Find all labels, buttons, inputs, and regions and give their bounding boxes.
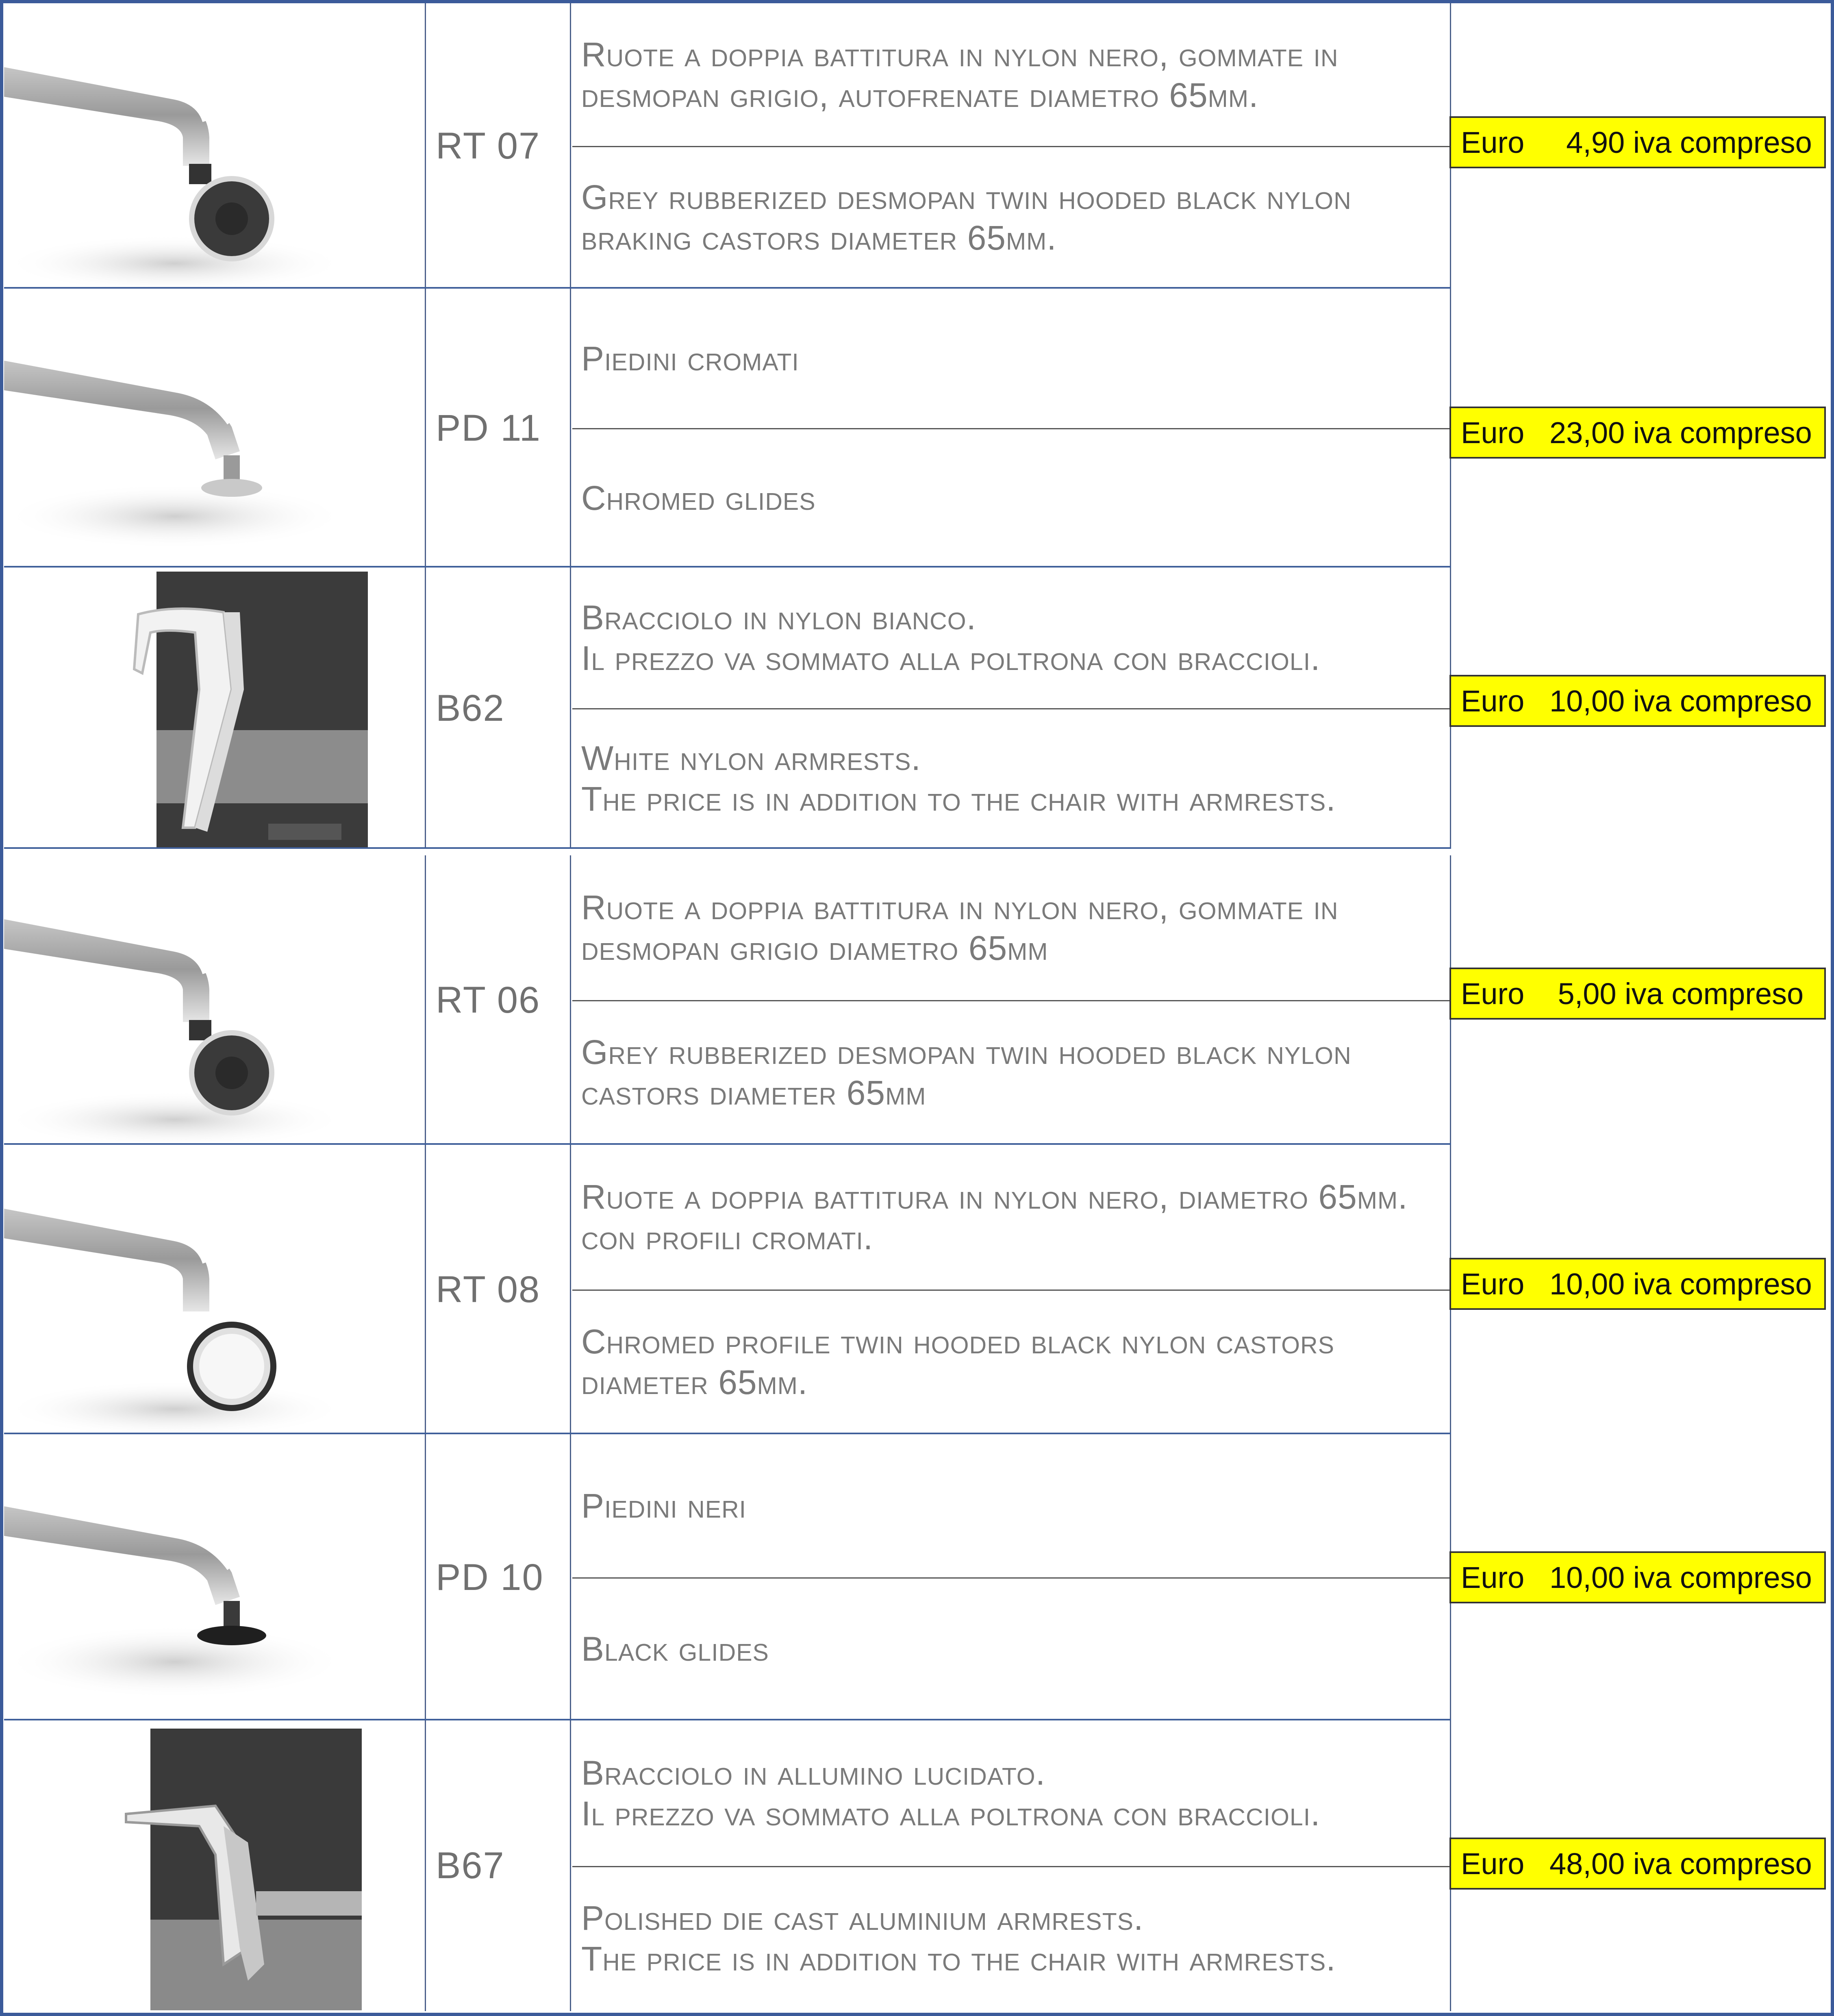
description-cell — [572, 1145, 1451, 1434]
description-english: Chromed glides — [581, 478, 816, 517]
description-english: Chromed profile twin hooded black nylon castors diameter 65mm. — [581, 1322, 1334, 1401]
armrest-image — [4, 568, 426, 849]
product-row-rt08 — [4, 1145, 1451, 1434]
product-code: B67 — [427, 1720, 571, 2011]
product-row-pd10 — [4, 1434, 1451, 1720]
description-english: Black glides — [581, 1630, 769, 1668]
price-badge-rt08: Euro 10,00 iva compreso — [1449, 1258, 1826, 1310]
description-italian: Ruote a doppia battitura in nylon nero, gommate in desmopan grigio, autofrenate diametro 65mm. — [581, 35, 1339, 114]
price-badge-rt06: Euro 5,00 iva compreso — [1449, 968, 1826, 1020]
description-cell — [572, 568, 1451, 849]
description-italian: Bracciolo in nylon bianco. Il prezzo va sommato alla poltrona con braccioli. — [581, 598, 1321, 677]
castor-image — [4, 855, 426, 1145]
product-code: RT 06 — [427, 855, 571, 1145]
product-code: PD 11 — [427, 289, 571, 568]
description-cell — [572, 1434, 1451, 1720]
price-badge-pd11: Euro 23,00 iva compreso — [1449, 407, 1826, 459]
product-row-rt07 — [4, 3, 1451, 289]
description-italian: Bracciolo in allumino lucidato. Il prezzo va sommato alla poltrona con braccioli. — [581, 1753, 1321, 1833]
castor-image — [4, 3, 426, 289]
product-row-pd11 — [4, 289, 1451, 568]
price-badge-b62: Euro 10,00 iva compreso — [1449, 675, 1826, 727]
description-cell — [572, 855, 1451, 1145]
product-code: RT 08 — [427, 1145, 571, 1434]
product-code: RT 07 — [427, 3, 571, 289]
product-row-b67 — [4, 1720, 1451, 2011]
glide-image — [4, 289, 426, 568]
description-italian: Piedini neri — [581, 1487, 747, 1525]
description-italian: Ruote a doppia battitura in nylon nero, diametro 65mm. con profili cromati. — [581, 1178, 1408, 1257]
description-cell — [572, 3, 1451, 289]
description-italian: Ruote a doppia battitura in nylon nero, gommate in desmopan grigio diametro 65mm — [581, 888, 1339, 967]
armrest-image — [4, 1720, 426, 2011]
description-english: White nylon armrests. The price is in addition to the chair with armrests. — [581, 739, 1336, 818]
product-code: PD 10 — [427, 1434, 571, 1720]
description-italian: Piedini cromati — [581, 339, 799, 378]
row-divider — [4, 847, 1451, 849]
product-row-rt06 — [4, 855, 1451, 1145]
product-row-b62 — [4, 568, 1451, 849]
description-cell — [572, 1720, 1451, 2011]
price-badge-rt07: Euro 4,90 iva compreso — [1449, 116, 1826, 168]
castor-image — [4, 1145, 426, 1434]
description-english: Polished die cast aluminium armrests. The price is in addition to the chair with armrests. — [581, 1899, 1336, 1978]
price-badge-pd10: Euro 10,00 iva compreso — [1449, 1551, 1826, 1603]
product-code: B62 — [427, 568, 571, 849]
glide-image — [4, 1434, 426, 1720]
price-badge-b67: Euro 48,00 iva compreso — [1449, 1838, 1826, 1890]
description-english: Grey rubberized desmopan twin hooded black nylon castors diameter 65mm — [581, 1033, 1352, 1112]
description-cell — [572, 289, 1451, 568]
description-english: Grey rubberized desmopan twin hooded black nylon braking castors diameter 65mm. — [581, 178, 1352, 257]
